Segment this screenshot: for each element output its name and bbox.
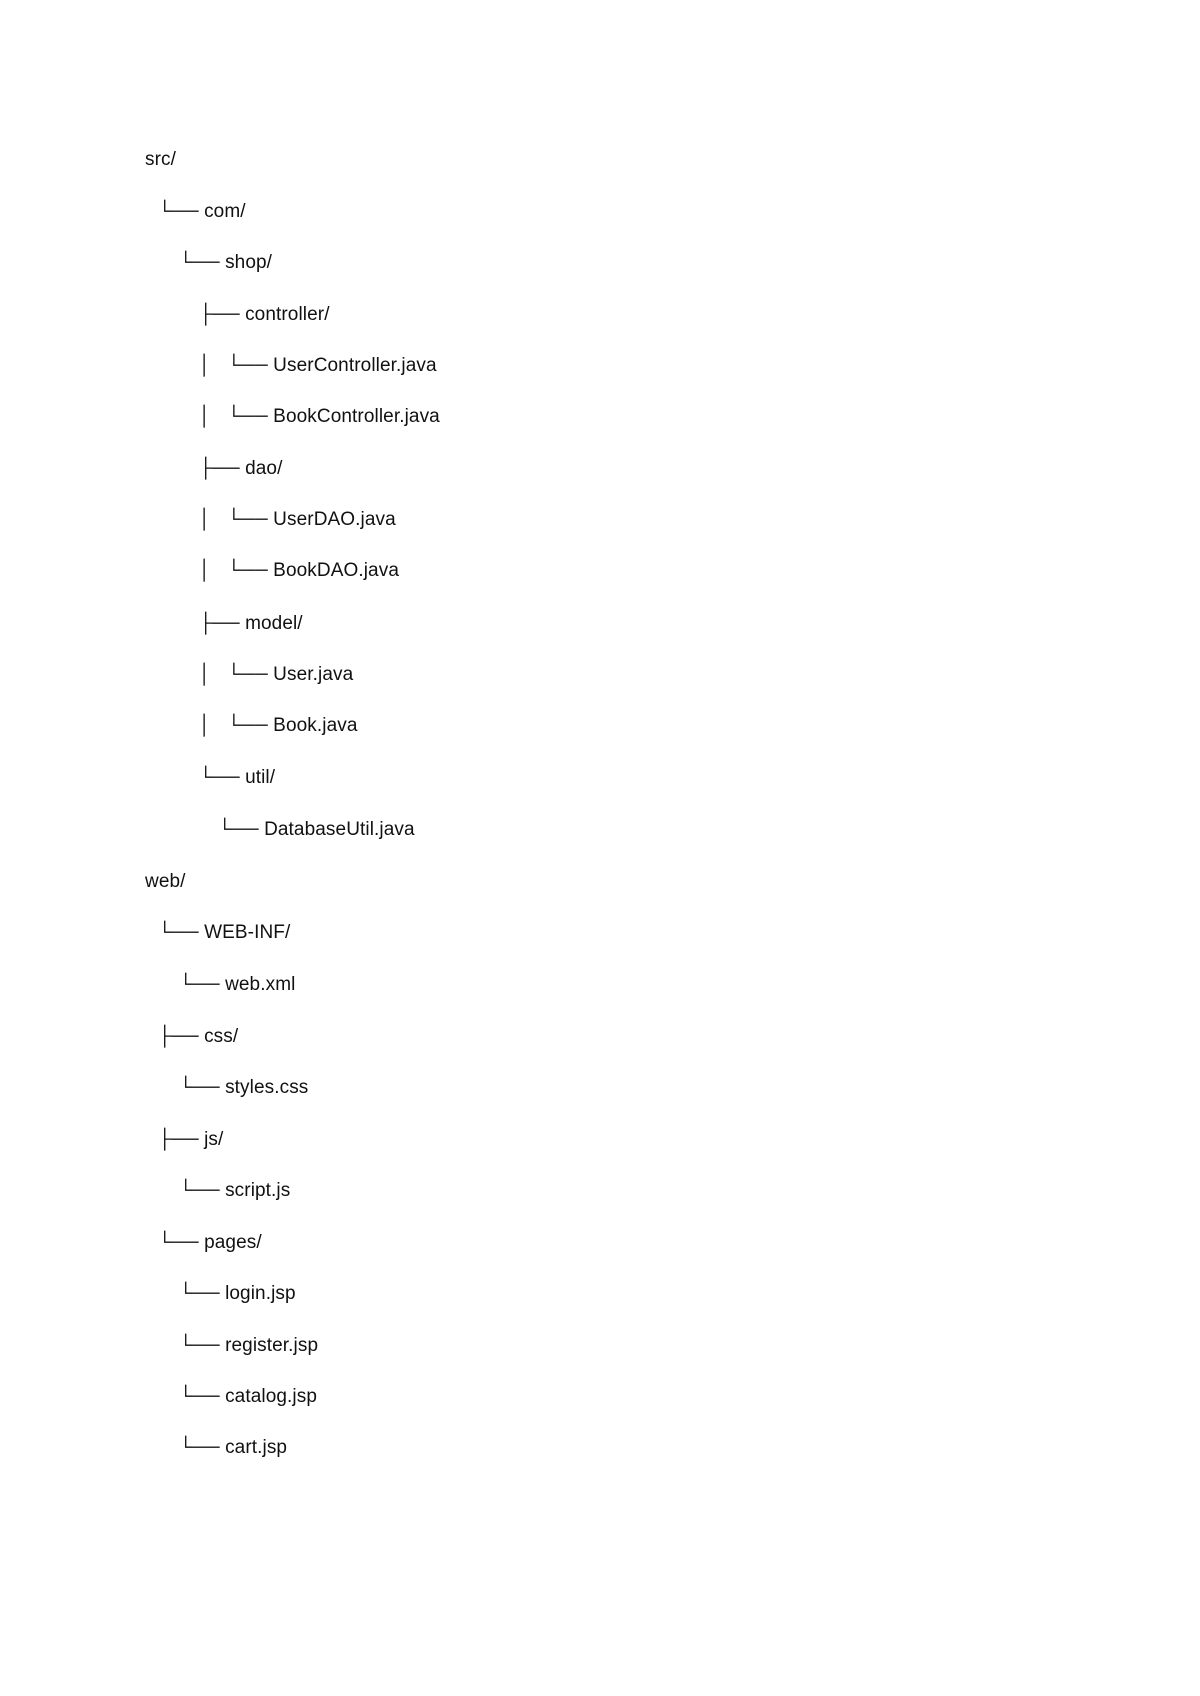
tree-line-webinf: └── WEB-INF/ [158,922,291,943]
tree-line-login: └── login.jsp [179,1283,296,1304]
tree-line-user: │ └── User.java [199,664,354,685]
tree-line-usercontroller: │ └── UserController.java [199,355,437,376]
tree-line-shop: └── shop/ [179,252,273,273]
tree-line-util: └── util/ [199,767,276,788]
tree-line-userdao: │ └── UserDAO.java [199,509,396,530]
tree-line-controller: ├── controller/ [199,304,330,325]
tree-line-databaseutil: └── DatabaseUtil.java [218,819,415,840]
tree-line-catalog: └── catalog.jsp [179,1386,317,1407]
tree-line-register: └── register.jsp [179,1335,319,1356]
tree-line-com: └── com/ [158,201,246,222]
tree-line-pages: └── pages/ [158,1232,262,1253]
tree-line-webxml: └── web.xml [179,974,296,995]
tree-line-js: ├── js/ [158,1129,224,1150]
tree-line-book: │ └── Book.java [199,715,358,736]
tree-line-stylescss: └── styles.css [179,1077,309,1098]
tree-line-css: ├── css/ [158,1026,239,1047]
tree-line-src: src/ [145,149,177,170]
tree-line-bookdao: │ └── BookDAO.java [199,560,399,581]
tree-line-bookcontroller: │ └── BookController.java [199,406,440,427]
tree-line-web: web/ [145,871,186,892]
tree-line-dao: ├── dao/ [199,458,283,479]
tree-line-model: ├── model/ [199,613,303,634]
tree-line-scriptjs: └── script.js [179,1180,291,1201]
tree-line-cart: └── cart.jsp [179,1437,288,1458]
